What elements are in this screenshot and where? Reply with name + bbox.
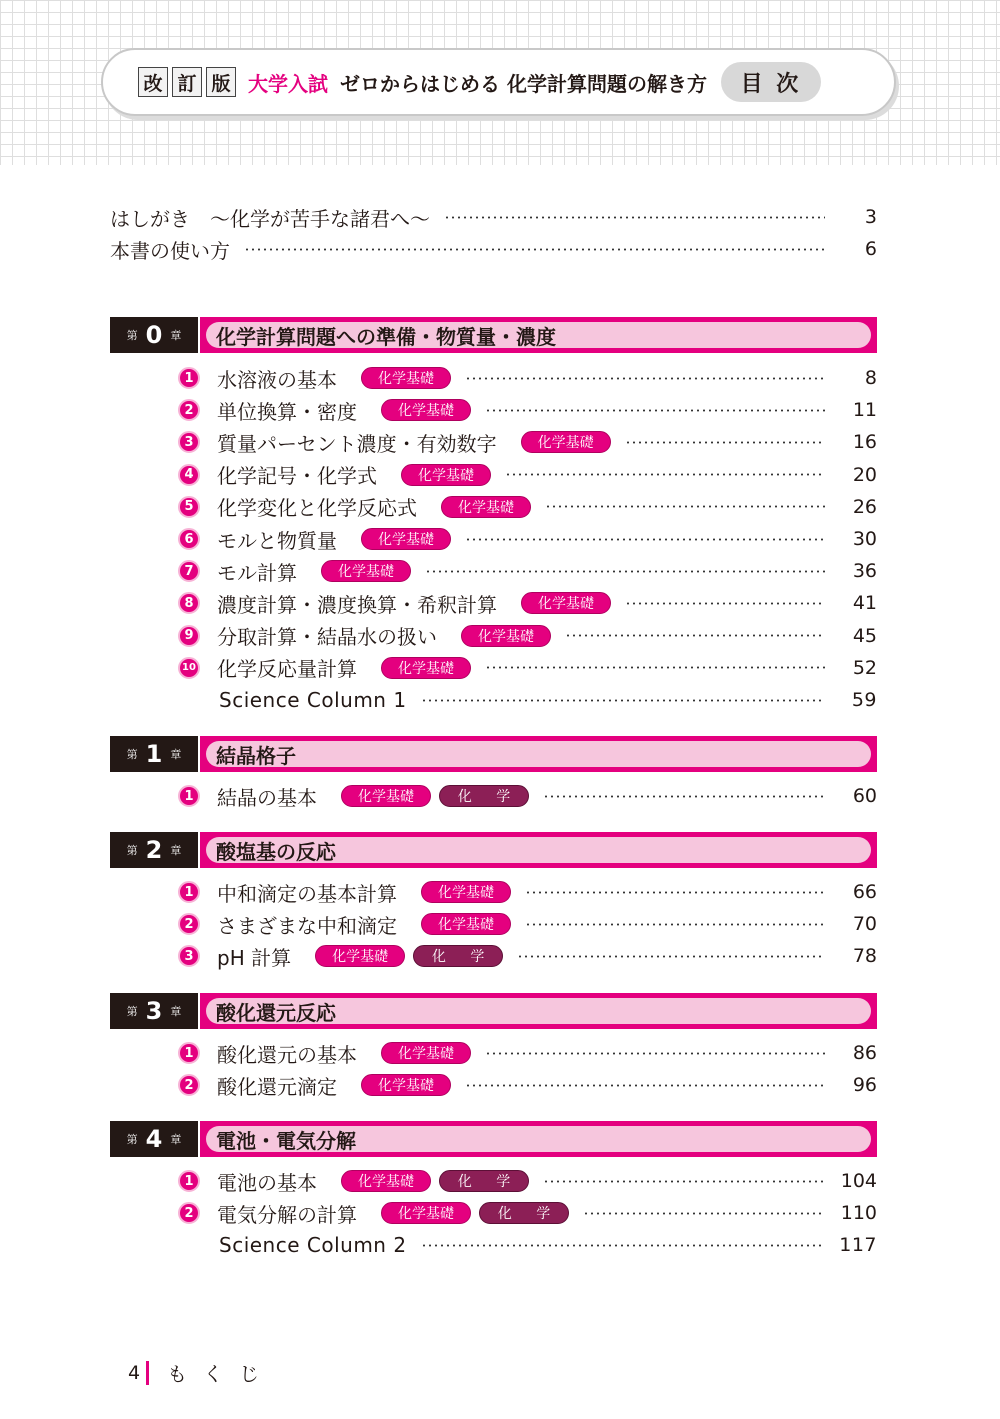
entry-title: 濃度計算・濃度換算・希釈計算 (217, 592, 497, 617)
chapter-title: 結晶格子 (206, 741, 871, 767)
entry-tags (341, 785, 529, 807)
toc-entry[interactable] (178, 556, 877, 586)
leader-dots (465, 377, 825, 380)
entry-title: 酸化還元の基本 (217, 1042, 357, 1067)
science-column-entry[interactable] (219, 1230, 877, 1260)
chemistry-basics-tag: 化学基礎 (521, 592, 611, 614)
toc-entry[interactable] (178, 909, 877, 939)
leader-dots (525, 891, 825, 894)
chapter-prefix: 第 (126, 1133, 138, 1146)
chapter-prefix: 第 (126, 329, 138, 342)
chapter-suffix: 章 (170, 844, 182, 857)
page-number: 16 (852, 431, 877, 454)
revised-char-2: 訂 (172, 67, 202, 97)
chapter-number-label (110, 832, 198, 868)
entry-tags (315, 945, 503, 967)
leader-dots (485, 666, 825, 669)
entry-title: 分取計算・結晶水の扱い (217, 625, 437, 650)
toc-entry[interactable] (178, 1166, 877, 1196)
entry-title: pH 計算 (217, 945, 292, 970)
entry-number-badge: 1 (178, 881, 200, 903)
entry-number-badge: 3 (178, 431, 200, 453)
entry-number-badge: 2 (178, 1202, 200, 1224)
toc-entry[interactable] (178, 1198, 877, 1228)
entry-title: 単位換算・密度 (217, 399, 357, 424)
entry-title: 質量パーセント濃度・有効数字 (217, 431, 497, 456)
page-number: 70 (852, 913, 877, 936)
front-matter-row[interactable] (110, 234, 877, 264)
revised-char-3: 版 (206, 67, 236, 97)
entry-tags (421, 881, 511, 903)
entry-number-badge: 1 (178, 367, 200, 389)
entry-title: 化学記号・化学式 (217, 464, 377, 489)
chemistry-basics-tag: 化学基礎 (361, 528, 451, 550)
chemistry-tag: 化 学 (413, 945, 503, 967)
entry-title: 化学反応量計算 (217, 657, 357, 682)
entry-title: 電気分解の計算 (217, 1202, 357, 1227)
chemistry-basics-tag: 化学基礎 (441, 496, 531, 518)
page-number: 20 (852, 463, 877, 486)
chapter-header-1[interactable] (110, 736, 877, 774)
chapter-number-label (110, 993, 198, 1029)
page-number: 59 (851, 689, 877, 711)
revised-edition-mark (138, 67, 236, 97)
entry-number-badge: 2 (178, 399, 200, 421)
chemistry-basics-tag: 化学基礎 (321, 560, 411, 582)
exam-label: 大学入試 (248, 71, 328, 96)
leader-dots (421, 699, 825, 702)
page-number: 104 (840, 1170, 877, 1192)
entry-number-badge: 2 (178, 913, 200, 935)
entry-title: 酸化還元滴定 (217, 1074, 337, 1099)
chapter-title: 電池・電気分解 (206, 1126, 871, 1152)
book-title: ゼロからはじめる 化学計算問題の解き方 (340, 71, 707, 96)
toc-entry[interactable] (178, 395, 877, 425)
entry-title: さまざまな中和滴定 (217, 913, 397, 938)
entry-number-badge: 8 (178, 592, 200, 614)
entry-number-badge: 1 (178, 1042, 200, 1064)
page-number: 78 (852, 945, 877, 968)
front-matter-title: はしがき ～化学が苦手な諸君へ～ (110, 206, 430, 231)
toc-entry[interactable] (178, 427, 877, 457)
chapter-title-bar (200, 832, 877, 868)
entry-number-badge: 6 (178, 528, 200, 550)
entry-tags (461, 625, 551, 647)
toc-entry[interactable] (178, 524, 877, 554)
footer-page-number: 4 (128, 1361, 141, 1384)
front-matter-row[interactable] (110, 202, 877, 232)
chemistry-basics-tag: 化学基礎 (421, 881, 511, 903)
page-number: 30 (852, 528, 877, 550)
chapter-title-bar (200, 993, 877, 1029)
entry-number-badge: 10 (178, 657, 200, 679)
entry-tags (381, 399, 471, 421)
chapter-title-bar (200, 1121, 877, 1157)
entry-title: 電池の基本 (217, 1170, 317, 1195)
entry-title: モルと物質量 (217, 528, 337, 553)
chapter-prefix: 第 (126, 1005, 138, 1018)
page-number: 52 (852, 656, 877, 679)
science-column-title: Science Column 1 (219, 688, 407, 712)
chemistry-basics-tag: 化学基礎 (361, 367, 451, 389)
entry-tags (421, 913, 511, 935)
entry-tags (361, 367, 451, 389)
entry-tags (341, 1170, 529, 1192)
leader-dots (485, 1052, 825, 1055)
page-number: 110 (840, 1202, 877, 1225)
chemistry-basics-tag: 化学基礎 (401, 464, 491, 486)
toc-entry[interactable] (178, 941, 877, 971)
entry-number-badge: 1 (178, 1170, 200, 1192)
toc-entry[interactable] (178, 588, 877, 618)
page-number: 11 (852, 399, 877, 422)
toc-entry[interactable] (178, 877, 877, 907)
entry-title: 水溶液の基本 (217, 367, 337, 392)
entry-title: 化学変化と化学反応式 (217, 496, 417, 521)
entry-tags (381, 1202, 569, 1224)
entry-tags (381, 1042, 471, 1064)
science-column-entry[interactable] (219, 685, 877, 715)
entry-number-badge: 9 (178, 625, 200, 647)
chemistry-tag: 化 学 (479, 1202, 569, 1224)
entry-number-badge: 1 (178, 785, 200, 807)
footer-divider (146, 1361, 149, 1385)
chapter-suffix: 章 (170, 329, 182, 342)
page-number: 6 (864, 238, 877, 260)
leader-dots (625, 441, 825, 444)
chemistry-basics-tag: 化学基礎 (361, 1074, 451, 1096)
page-number: 66 (852, 881, 877, 903)
page-number: 8 (864, 367, 877, 389)
page-number: 96 (852, 1074, 877, 1097)
leader-dots (505, 473, 825, 476)
leader-dots (545, 505, 825, 508)
leader-dots (485, 409, 825, 412)
chapter-prefix: 第 (126, 748, 138, 761)
entry-title: 結晶の基本 (217, 785, 317, 810)
leader-dots (525, 923, 825, 926)
entry-tags (361, 528, 451, 550)
chapter-number: 0 (145, 321, 163, 349)
leader-dots (543, 795, 825, 798)
toc-entry[interactable] (178, 492, 877, 522)
chapter-number: 1 (145, 740, 163, 768)
leader-dots (244, 248, 825, 251)
chapter-title-bar (200, 736, 877, 772)
science-column-title: Science Column 2 (219, 1233, 407, 1258)
chapter-suffix: 章 (170, 748, 182, 761)
entry-tags (441, 496, 531, 518)
chapter-title: 酸化還元反応 (206, 998, 871, 1024)
chemistry-basics-tag: 化学基礎 (521, 431, 611, 453)
page-number: 86 (852, 1042, 877, 1064)
footer-label: もくじ (167, 1362, 276, 1386)
toc-entry[interactable] (178, 1038, 877, 1068)
page-number: 36 (852, 560, 877, 583)
leader-dots (444, 216, 825, 219)
entry-tags (381, 657, 471, 679)
chapter-number: 4 (145, 1125, 163, 1153)
entry-title: 中和滴定の基本計算 (217, 881, 397, 906)
chapter-title: 化学計算問題への準備・物質量・濃度 (206, 322, 871, 348)
entry-number-badge: 5 (178, 496, 200, 518)
entry-tags (361, 1074, 451, 1096)
entry-number-badge: 2 (178, 1074, 200, 1096)
chapter-number: 3 (145, 997, 163, 1025)
page-number: 117 (839, 1234, 877, 1257)
entry-tags (321, 560, 411, 582)
leader-dots (425, 570, 825, 573)
entry-tags (521, 431, 611, 453)
chapter-number-label (110, 736, 198, 772)
chapter-header-2[interactable] (110, 832, 877, 870)
page-number: 3 (864, 206, 877, 228)
toc-entry[interactable] (178, 781, 877, 811)
chapter-number-label (110, 317, 198, 353)
entry-title: モル計算 (217, 560, 297, 585)
page-number: 60 (852, 785, 877, 807)
chapter-prefix: 第 (126, 844, 138, 857)
chemistry-basics-tag: 化学基礎 (381, 657, 471, 679)
title-bar (101, 48, 896, 116)
entry-number-badge: 7 (178, 560, 200, 582)
leader-dots (465, 1084, 825, 1087)
chemistry-basics-tag: 化学基礎 (381, 1042, 471, 1064)
chemistry-tag: 化 学 (439, 785, 529, 807)
chapter-number: 2 (145, 836, 163, 864)
leader-dots (583, 1212, 825, 1215)
toc-entry[interactable] (178, 460, 877, 490)
page-number: 45 (852, 624, 877, 647)
chemistry-tag: 化 学 (439, 1170, 529, 1192)
toc-entry[interactable] (178, 363, 877, 393)
chapter-title: 酸塩基の反応 (206, 837, 871, 863)
page-number: 26 (852, 495, 877, 518)
toc-entry[interactable] (178, 1070, 877, 1100)
chapter-header-3[interactable] (110, 993, 877, 1031)
entry-number-badge: 4 (178, 464, 200, 486)
toc-entry[interactable] (178, 653, 877, 683)
chemistry-basics-tag: 化学基礎 (381, 399, 471, 421)
chapter-header-0[interactable] (110, 317, 877, 355)
chemistry-basics-tag: 化学基礎 (421, 913, 511, 935)
entry-tags (521, 592, 611, 614)
leader-dots (421, 1244, 825, 1247)
leader-dots (565, 634, 825, 637)
chapter-header-4[interactable] (110, 1121, 877, 1159)
chemistry-basics-tag: 化学基礎 (315, 945, 405, 967)
page-footer (128, 1358, 275, 1387)
leader-dots (465, 538, 825, 541)
chemistry-basics-tag: 化学基礎 (461, 625, 551, 647)
page-number: 41 (852, 592, 877, 615)
chapter-suffix: 章 (170, 1005, 182, 1018)
leader-dots (543, 1180, 825, 1183)
chemistry-basics-tag: 化学基礎 (381, 1202, 471, 1224)
chapter-title-bar (200, 317, 877, 353)
entry-tags (401, 464, 491, 486)
entry-number-badge: 3 (178, 945, 200, 967)
front-matter-title: 本書の使い方 (110, 238, 230, 263)
chapter-suffix: 章 (170, 1133, 182, 1146)
chemistry-basics-tag: 化学基礎 (341, 785, 431, 807)
contents-label: 目 次 (721, 62, 821, 102)
chapter-number-label (110, 1121, 198, 1157)
toc-entry[interactable] (178, 621, 877, 651)
leader-dots (517, 955, 825, 958)
leader-dots (625, 602, 825, 605)
revised-char-1: 改 (138, 67, 168, 97)
chemistry-basics-tag: 化学基礎 (341, 1170, 431, 1192)
